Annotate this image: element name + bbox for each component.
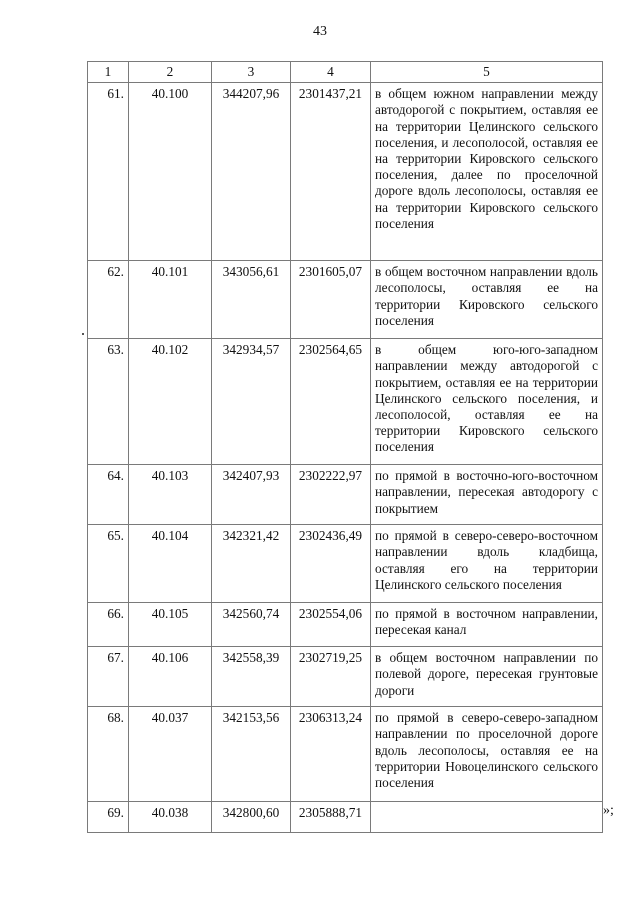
boundary-description: по прямой в северо-северо-восточном направлении вдоль кладбища, оставляя его на территории Целинского сельского поселения xyxy=(371,525,603,603)
row-number: 61. xyxy=(88,83,129,261)
point-id: 40.105 xyxy=(129,603,212,647)
table-row xyxy=(88,525,603,603)
table-row xyxy=(88,603,603,647)
coordinate-y: 2302719,25 xyxy=(291,647,371,707)
coordinate-y: 2302564,65 xyxy=(291,339,371,465)
closing-quote-mark: »; xyxy=(603,803,614,818)
table-row xyxy=(88,83,603,261)
row-number: 63. xyxy=(88,339,129,465)
point-id: 40.038 xyxy=(129,802,212,833)
table-header-row xyxy=(88,62,603,83)
coordinate-x: 342407,93 xyxy=(212,465,291,525)
coordinate-x: 342558,39 xyxy=(212,647,291,707)
coordinate-x: 342153,56 xyxy=(212,707,291,802)
table-row xyxy=(88,647,603,707)
row-number: 65. xyxy=(88,525,129,603)
header-cell: 3 xyxy=(212,62,291,83)
coordinate-y: 2305888,71 xyxy=(291,802,371,833)
row-number: 62. xyxy=(88,261,129,339)
boundary-description: в общем юго-юго-западном направлении между автодорогой с покрытием, оставляя ее на территории Целинского сельского поселения, и лесополосой, оставляя ее на территории Кировского сельского поселения xyxy=(371,339,603,465)
header-cell: 5 xyxy=(371,62,603,83)
coordinate-x: 342560,74 xyxy=(212,603,291,647)
point-id: 40.101 xyxy=(129,261,212,339)
header-cell: 4 xyxy=(291,62,371,83)
coordinate-x: 342934,57 xyxy=(212,339,291,465)
boundary-description: по прямой в северо-северо-западном направлении по проселочной дороге вдоль лесополосы, оставляя ее на территории Новоцелинского сельского поселения xyxy=(371,707,603,802)
table-row xyxy=(88,339,603,465)
boundary-description: в общем южном направлении между автодорогой с покрытием, оставляя ее на территории Целинского сельского поселения, и лесополосой, оставляя ее на территории Кировского сельского поселения, далее по проселочной дороге вдоль лесополосы, оставляя ее на территории Кировского сельского поселения xyxy=(371,83,603,261)
point-id: 40.102 xyxy=(129,339,212,465)
boundary-table xyxy=(87,61,603,833)
row-number: 67. xyxy=(88,647,129,707)
point-id: 40.100 xyxy=(129,83,212,261)
row-number: 64. xyxy=(88,465,129,525)
coordinate-x: 343056,61 xyxy=(212,261,291,339)
boundary-description xyxy=(371,802,603,833)
coordinate-x: 342800,60 xyxy=(212,802,291,833)
table-row xyxy=(88,707,603,802)
coordinate-y: 2302436,49 xyxy=(291,525,371,603)
table-row xyxy=(88,261,603,339)
page-number: 43 xyxy=(313,24,327,39)
coordinate-y: 2306313,24 xyxy=(291,707,371,802)
coordinate-y: 2301605,07 xyxy=(291,261,371,339)
table-row xyxy=(88,465,603,525)
point-id: 40.106 xyxy=(129,647,212,707)
boundary-description: в общем восточном направлении по полевой дороге, пересекая грунтовые дороги xyxy=(371,647,603,707)
point-id: 40.104 xyxy=(129,525,212,603)
stray-mark xyxy=(82,333,84,335)
boundary-description: по прямой в восточно-юго-восточном направлении, пересекая автодорогу с покрытием xyxy=(371,465,603,525)
point-id: 40.103 xyxy=(129,465,212,525)
row-number: 68. xyxy=(88,707,129,802)
point-id: 40.037 xyxy=(129,707,212,802)
row-number: 69. xyxy=(88,802,129,833)
coordinate-y: 2301437,21 xyxy=(291,83,371,261)
coordinate-x: 344207,96 xyxy=(212,83,291,261)
boundary-description: по прямой в восточном направлении, пересекая канал xyxy=(371,603,603,647)
coordinate-y: 2302554,06 xyxy=(291,603,371,647)
header-cell: 2 xyxy=(129,62,212,83)
header-cell: 1 xyxy=(88,62,129,83)
coordinate-y: 2302222,97 xyxy=(291,465,371,525)
boundary-description: в общем восточном направлении вдоль лесополосы, оставляя ее на территории Кировского сельского поселения xyxy=(371,261,603,339)
coordinate-x: 342321,42 xyxy=(212,525,291,603)
table-row xyxy=(88,802,603,833)
row-number: 66. xyxy=(88,603,129,647)
